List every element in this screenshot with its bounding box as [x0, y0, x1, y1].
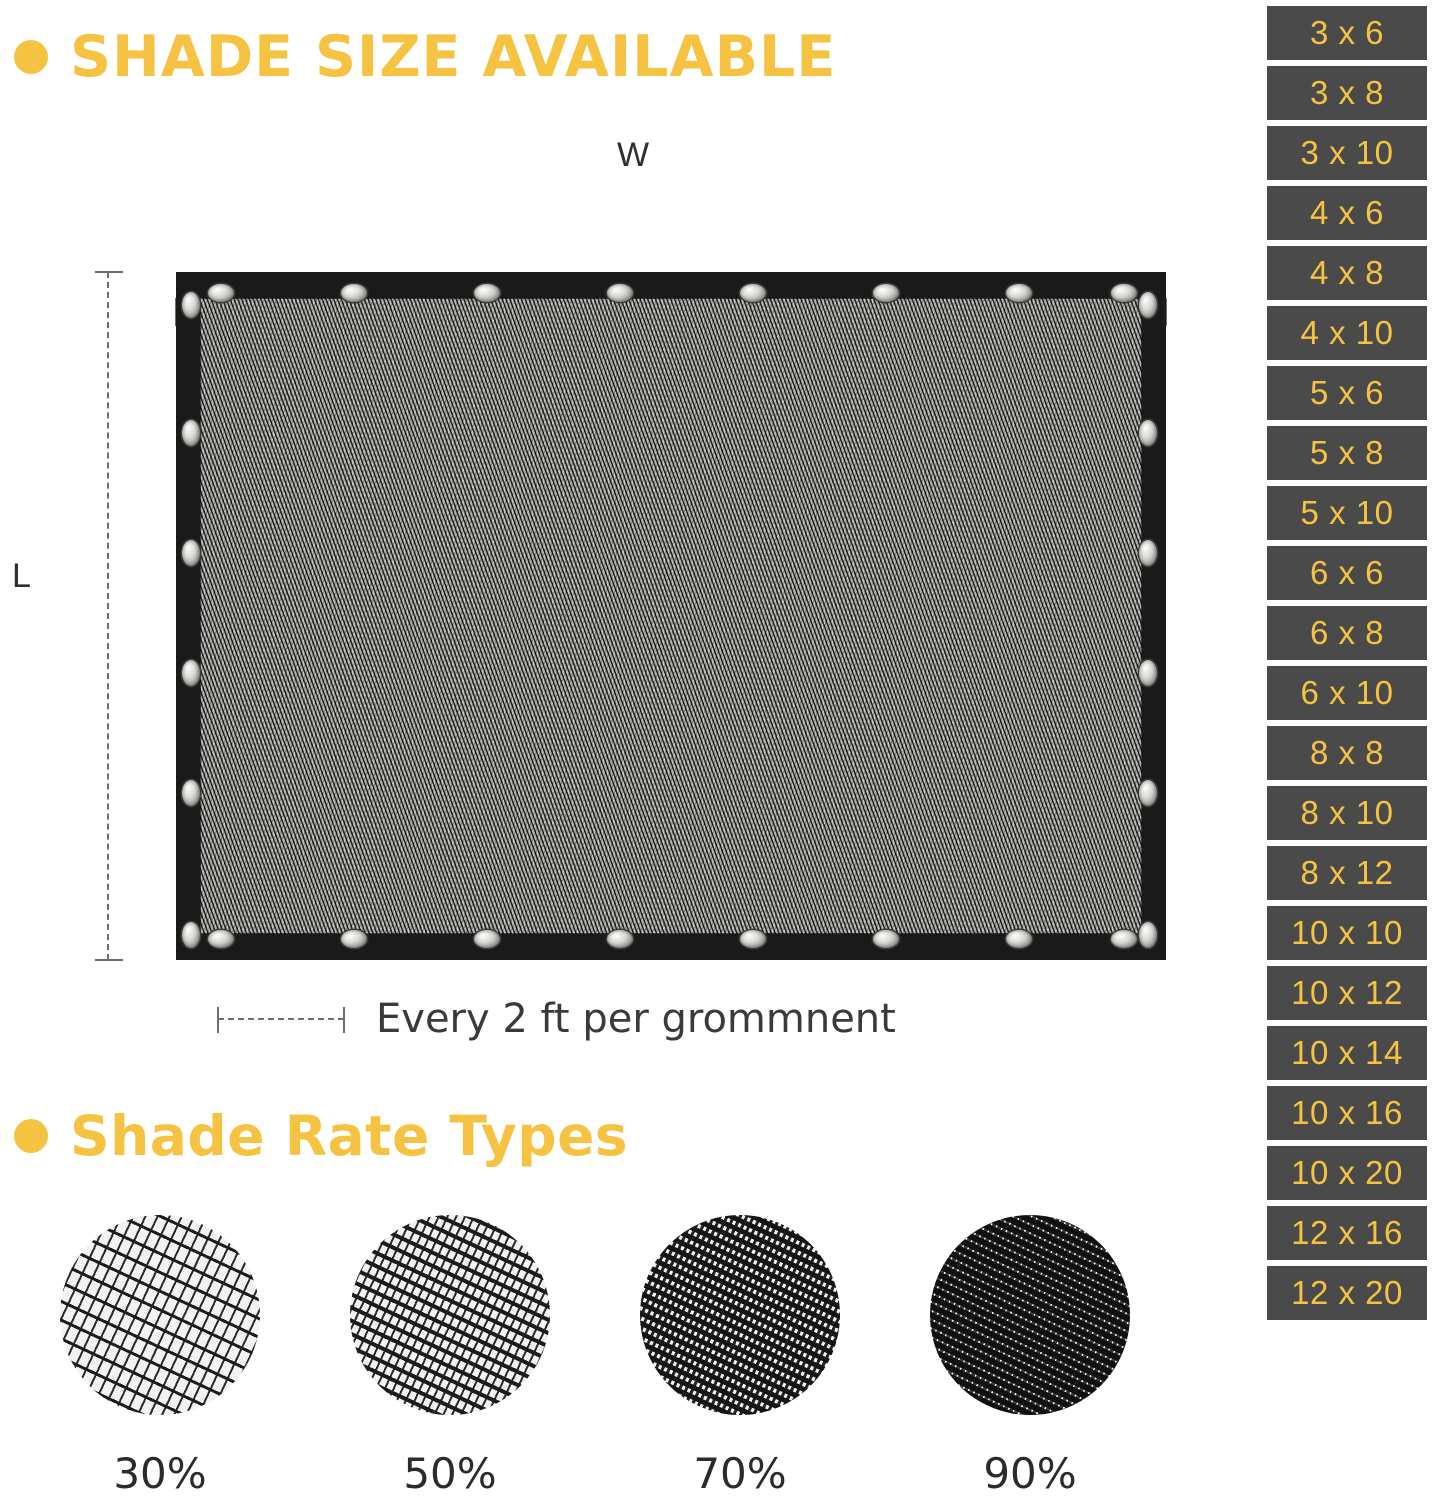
grommet [1006, 930, 1032, 948]
shade-rate-label: 70% [693, 1449, 787, 1498]
grommet [474, 284, 500, 302]
grommet [341, 930, 367, 948]
grommet-spacing-dimension-line [218, 1018, 344, 1021]
shade-cloth-mesh [200, 298, 1142, 934]
mesh-30-swatch [60, 1215, 260, 1415]
grommet [740, 930, 766, 948]
bullet-icon [14, 40, 48, 74]
shade-rate-item [350, 1215, 550, 1498]
size-chip: 8 x 10 [1267, 786, 1427, 840]
mesh-70-swatch [640, 1215, 840, 1415]
shade-cloth-illustration [176, 272, 1166, 960]
bullet-icon [14, 1119, 48, 1153]
grommet [1139, 292, 1157, 318]
section-heading-shade-size-label: SHADE SIZE AVAILABLE [70, 24, 837, 90]
mesh-50-swatch [350, 1215, 550, 1415]
shade-rate-label: 50% [403, 1449, 497, 1498]
grommet [1139, 540, 1157, 566]
size-chip: 10 x 12 [1267, 966, 1427, 1020]
shade-rate-item [930, 1215, 1130, 1498]
size-chip: 8 x 8 [1267, 726, 1427, 780]
size-chip: 5 x 6 [1267, 366, 1427, 420]
size-chip: 10 x 16 [1267, 1086, 1427, 1140]
size-chip: 12 x 16 [1267, 1206, 1427, 1260]
grommet [740, 284, 766, 302]
section-heading-shade-rate-label: Shade Rate Types [70, 1104, 629, 1168]
length-dimension-line [107, 272, 110, 960]
grommet [1006, 284, 1032, 302]
grommet [182, 922, 200, 948]
mesh-90-swatch [930, 1215, 1130, 1415]
size-chip: 10 x 10 [1267, 906, 1427, 960]
size-chip: 6 x 8 [1267, 606, 1427, 660]
grommet [208, 284, 234, 302]
size-chip: 3 x 8 [1267, 66, 1427, 120]
size-chip: 10 x 20 [1267, 1146, 1427, 1200]
grommet [1139, 420, 1157, 446]
grommet [474, 930, 500, 948]
shade-dimension-diagram [0, 120, 1255, 1080]
grommet [208, 930, 234, 948]
shade-rate-list [60, 1215, 1190, 1498]
grommet [341, 284, 367, 302]
grommet [873, 930, 899, 948]
grommet [182, 780, 200, 806]
size-chip: 4 x 8 [1267, 246, 1427, 300]
grommet-spacing-label: Every 2 ft per grommnent [376, 996, 896, 1042]
size-chip: 6 x 10 [1267, 666, 1427, 720]
size-chip: 8 x 12 [1267, 846, 1427, 900]
grommet [1139, 780, 1157, 806]
grommet-spacing-note [218, 996, 896, 1042]
section-heading-shade-rate [14, 1104, 628, 1168]
grommet [1111, 930, 1137, 948]
grommet [607, 930, 633, 948]
grommet [607, 284, 633, 302]
width-dimension-label: W [617, 136, 650, 174]
size-chip: 5 x 10 [1267, 486, 1427, 540]
size-chip: 10 x 14 [1267, 1026, 1427, 1080]
shade-rate-item [640, 1215, 840, 1498]
shade-rate-item [60, 1215, 260, 1498]
size-chip: 3 x 6 [1267, 6, 1427, 60]
grommet [182, 660, 200, 686]
grommet [873, 284, 899, 302]
grommet [182, 292, 200, 318]
grommet [182, 540, 200, 566]
grommet [1139, 922, 1157, 948]
available-sizes-list [1267, 6, 1427, 1320]
grommet [1111, 284, 1137, 302]
shade-rate-label: 30% [113, 1449, 207, 1498]
size-chip: 12 x 20 [1267, 1266, 1427, 1320]
size-chip: 4 x 10 [1267, 306, 1427, 360]
grommet [1139, 660, 1157, 686]
grommet [182, 420, 200, 446]
size-chip: 4 x 6 [1267, 186, 1427, 240]
size-chip: 6 x 6 [1267, 546, 1427, 600]
length-dimension-label: L [12, 557, 31, 595]
size-chip: 3 x 10 [1267, 126, 1427, 180]
section-heading-shade-size [14, 24, 836, 90]
shade-rate-label: 90% [983, 1449, 1077, 1498]
size-chip: 5 x 8 [1267, 426, 1427, 480]
